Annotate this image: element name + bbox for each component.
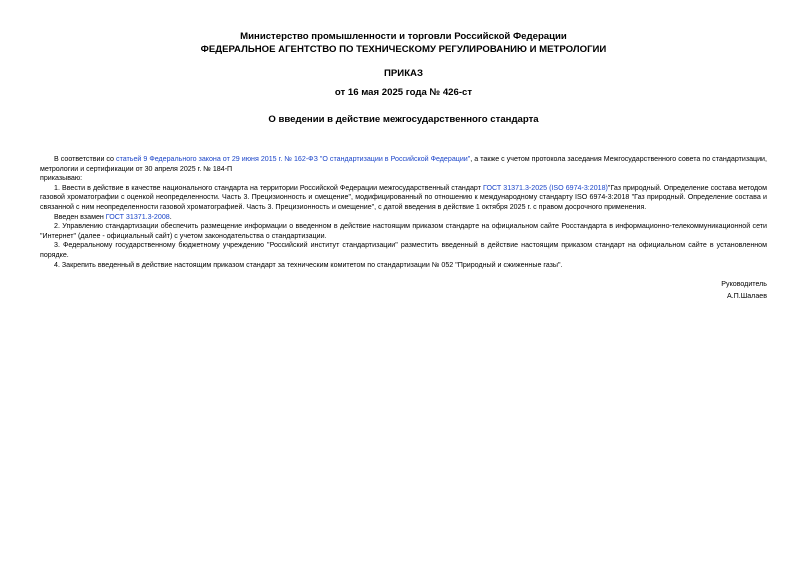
- preamble-text-end: , а также с учетом протокола заседания Межгосударственного совета по стандартизации, метрологии и сертификации от 30 апреля 2025 г. № 184-П: [40, 155, 767, 173]
- paragraph-item-1: [40, 184, 767, 213]
- item-1-text-end: "Газ природный. Определение состава методом газовой хроматографии с оценкой неопределенности. Часть 3. Прецизионность и смещение", модифицированный по отношению к международному стандарту ISO 6974-3:2018 "Газ природный. Определение состава и связанной с ним неопределенности газовой хроматографией. Часть 3. Прецизионность и смещение", с датой введения в действие 1 октября 2025 г. с правом досрочного применения.: [40, 183, 767, 211]
- preamble-text-start: В соответствии со: [54, 155, 117, 163]
- gost-2025-link[interactable]: ГОСТ 31371.3-2025 (ISO 6974-3:2018): [483, 183, 608, 192]
- document-title: О введении в действие межгосударственного стандарта: [268, 114, 539, 125]
- paragraph-item-2: 2. Управлению стандартизации обеспечить размещение информации о введенном в действие настоящим приказом стандарте на официальном сайте Росстандарта в информационно-телекоммуникационной сети "Интернет" (далее - официальный сайт) с учетом законодательства о стандартизации.: [40, 222, 767, 240]
- paragraph-preamble: [40, 155, 767, 174]
- document-date: от 16 мая 2025 года № 426-ст: [334, 87, 473, 98]
- replaced-text-end: .: [169, 212, 172, 221]
- paragraph-replaced: [40, 213, 767, 223]
- ministry-name: Министерство промышленности и торговли Российской Федерации: [240, 31, 567, 42]
- paragraph-item-4: 4. Закрепить введенный в действие настоящим приказом стандарт за техническим комитетом по стандартизации № 052 "Природный и сжиженные газы".: [54, 260, 563, 269]
- document-type: ПРИКАЗ: [384, 68, 423, 79]
- agency-name: ФЕДЕРАЛЬНОЕ АГЕНТСТВО ПО ТЕХНИЧЕСКОМУ РЕГУЛИРОВАНИЮ И МЕТРОЛОГИИ: [200, 44, 607, 55]
- item-1-text-start: 1. Ввести в действие в качестве национального стандарта на территории Российской Федерации межгосударственный стандарт: [54, 183, 484, 192]
- gost-2008-link[interactable]: ГОСТ 31371.3-2008: [105, 212, 170, 221]
- paragraph-order-word: приказываю:: [40, 174, 83, 183]
- signature-name: А.П.Шалаев: [726, 292, 767, 300]
- paragraph-item-3: 3. Федеральному государственному бюджетному учреждению "Российский институт стандартизации" разместить введенный в действие настоящим приказом стандарт на официальном сайте в установленном порядке.: [40, 241, 767, 259]
- signature-position: Руководитель: [721, 280, 767, 288]
- replaced-text: Введен взамен: [54, 212, 106, 221]
- law-link[interactable]: статьей 9 Федерального закона от 29 июня 2015 г. № 162-ФЗ "О стандартизации в Российской Федерации": [116, 155, 471, 163]
- document-body: [40, 155, 767, 270]
